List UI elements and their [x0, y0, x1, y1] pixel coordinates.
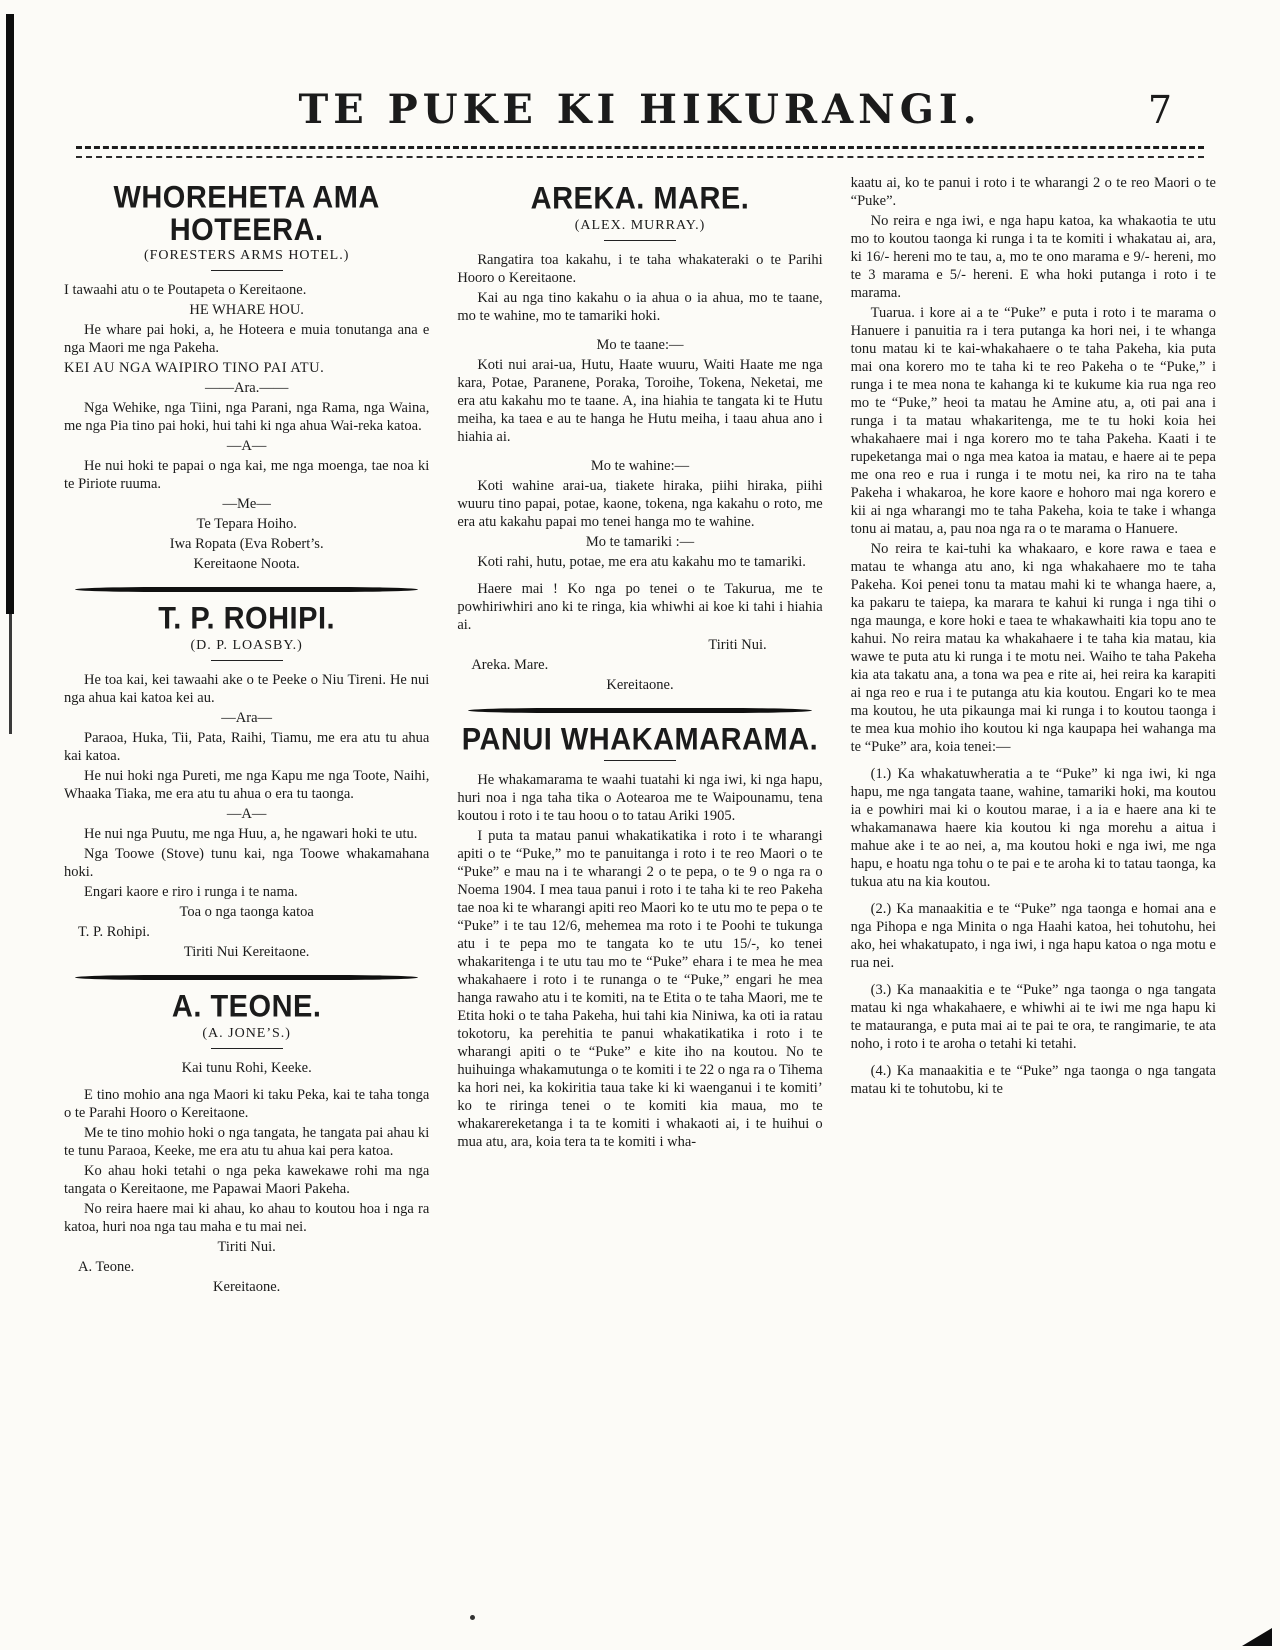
text-block-p: No reira te kai-tuhi ka whakaaro, e kore rawa e taea e matau te whanga atu ano, ki nga whakahaere mo te taha Pakeha. Koi penei tonu ta matau mahi ki te whanga haere, a, ka pakaru te taiepa, ka marara te kahui ki runga i nga tihi o nga maunga, e kore hoki e taea te whakawhaiti kia topu ano te kahui. No reira matau ka whakahaere i te taha kia matau, kia wawe te puta atu ki runga i te motu nei. Waiho te taha Pakeha kia ata takatu ana, a tona wa pea e rite ai, hei reira ka karapiti ai nga reo e rua i te putanga atu kia koutou. Engari ko te mea ma koutou, he uta pikaunga mai ki runga i to koutou taonga i te mea kua mohio iho koutou ki nga kaupapa hei wahanga ma te “Puke” ara, koia tenei:— — [850, 541, 1216, 755]
text-block-pnoindent: I tawaahi atu o te Poutapeta o Kereitaone. — [64, 282, 307, 298]
text-block-center: Mo te taane:— — [596, 337, 684, 353]
text-block-center: Tiriti Nui Kereitaone. — [183, 944, 310, 960]
text-block-gap — [64, 1079, 429, 1086]
text-block-p: He whakamarama te waahi tuatahi ki nga iwi, ki nga hapu, huri noa i nga taha tika o Aotearoa me te Waipounamu, tena koutou i roto i te tau hoou o to tatau Ariki 1905. — [457, 772, 823, 824]
title-rule — [604, 760, 676, 761]
text-block-center: Mo te wahine:— — [590, 458, 690, 474]
article-columns — [0, 174, 1280, 1298]
text-block-center: —A— — [226, 806, 267, 822]
text-block-p: He nui nga Puutu, me nga Huu, a, he ngawari hoki te utu. — [84, 826, 418, 842]
text-block-left: A. Teone. — [78, 1259, 135, 1275]
text-block-center: —A— — [226, 438, 267, 454]
text-block-p: He nui hoki te papai o nga kai, me nga moenga, tae noa ki te Piriote ruuma. — [64, 458, 430, 492]
article-subtitle-foresters: (FORESTERS ARMS HOTEL.) — [143, 248, 350, 263]
text-block-p: Kai au nga tino kakahu o ia ahua o ia ahua, mo te taane, mo te wahine, mo te tamariki hoki. — [457, 290, 823, 324]
text-block-center: Kai tunu Rohi, Keeke. — [181, 1060, 312, 1076]
title-rule — [211, 660, 283, 661]
text-block-left: Areka. Mare. — [471, 657, 549, 673]
masthead — [78, 86, 1202, 140]
text-block-gap — [457, 448, 822, 455]
column-middle — [457, 174, 822, 1298]
column-right — [851, 174, 1216, 1298]
text-block-p: Paraoa, Huka, Tii, Pata, Raihi, Tiamu, me era atu tu ahua kai katoa. — [64, 730, 430, 764]
text-block-p: No reira e nga iwi, e nga hapu katoa, ka whakaotia te utu mo to koutou taonga ki runga i ta te komiti i whakatau ai, ara, ki 16/- hereni mo te tau, a, mo te ono marama e 9/- hereni, mo te 3 marama e 5/- hereni. E wha hoki putanga i roto i te marama. — [850, 213, 1216, 301]
text-block-center: —Ara— — [221, 710, 273, 726]
scan-artifact-dot — [470, 1615, 475, 1620]
text-block-p: (2.) Ka manaakitia e te “Puke” nga taonga e homai ana e nga Pihopa e nga Minita o nga Haahi katoa, hei tohutohu, hei ako, hei whakatupato, i nga iwi, i nga hapu katoa o nga motu e rua nei. — [850, 901, 1216, 971]
masthead-rule — [76, 146, 1204, 158]
text-block-center: Te Tepara Hoiho. — [196, 516, 297, 532]
text-block-center: Kereitaone. — [606, 677, 674, 693]
text-block-p: (1.) Ka whakatuwheratia a te “Puke” ki nga iwi, ki nga hapu, me nga tangata taane, wahine, tamariki hoki, ma koutou ia e powhiri mai ki o koutou marae, i a ia e haere ana ki te whakamanawa haere kia koutou ki nga morehu a aitua i mahue ake i te ao nei, a, ma koutou hoki e nga iwi, me nga hapu, e hoatu nga tohu o te pai e te aroha ki to tatau taonga, ka tukua atu na kia koutou. — [850, 766, 1216, 890]
section-divider — [75, 975, 418, 980]
text-block-caps: KEI AU NGA WAIPIRO TINO PAI ATU. — [64, 360, 325, 376]
text-block-p: E tino mohio ana nga Maori ki taku Peka, kai te taha tonga o te Parahi Hooro o Kereitaone. — [64, 1087, 430, 1121]
text-block-p: Engari kaore e riro i runga i te nama. — [84, 884, 298, 900]
text-block-gap — [851, 893, 1216, 900]
text-block-p: He whare pai hoki, a, he Hoteera e muia tonutanga ana e nga Maori me nga Pakeha. — [64, 322, 430, 356]
text-block-left: T. P. Rohipi. — [78, 924, 150, 940]
text-block-right: Tiriti Nui. — [708, 637, 767, 653]
text-block-center: Iwa Ropata (Eva Robert’s. — [169, 536, 324, 552]
text-block-center: ——Ara.—— — [204, 380, 289, 396]
text-block-center: Mo te tamariki :— — [585, 534, 695, 550]
text-block-center: Toa o nga taonga katoa — [179, 904, 314, 920]
text-block-p: Nga Toowe (Stove) tunu kai, nga Toowe whakamahana hoki. — [64, 846, 430, 880]
text-block-p: I puta ta matau panui whakatikatika i roto i te wharangi apiti o te “Puke,” mo te panuitanga i roto i te reo Maori o te “Puke” e mau na i te wharangi 2 o te pepa, o te 9 o nga ra o Noema 1904. I mea taua panui i roto i te taha ki te reo Pakeha tae noa ki te wharangi apiti reo Maori ko te utu mo te pepa o te “Puke” i te tau 12/6, mehemea ma roto i te Poohi te tukunga atu i te pepa mo te tangata ko te utu 15/-, ko tenei whakaritenga i te utu tau mo te “Puke” ehara i te mea he mea whakahaere i roto i te runanga o te “Puke,” engari he mea hanga rawaho atu i te komiti, na te Etita o te taha Maori, me te Etita hoki o te taha Pakeha, hui tahi kia Niniwa, ka oti ia ratau tokotoru, ka perehitia te panui whakatikatika i roto i te wharangi apiti o te “Puke” e kite iho na koutou. No te huihuinga whakamutunga o te komiti i te 22 o nga ra o Tihema ka hori nei, ka kokiritia taua take ki ki waenganui i te komiti’ ko te riringa tenei o te komiti kia maua, mo te whakarereketanga i ta te komiti i whakaoti ai, i te huihui o mua atu, ara, koia tera ta te komiti i wha- — [457, 828, 823, 1150]
text-block-pnoindent: kaatu ai, ko te panui i roto i te wharangi 2 o te reo Maori o te “Puke”. — [850, 175, 1216, 209]
text-block-p: Tuarua. i kore ai a te “Puke” e puta i roto i te marama o Hanuere i panuitia ra i tera putanga ka hori nei, i te whanga tonu matau ki te kai-whakahaere o te taha Pakeha, kia puta mai ona korero mo te taha ki te reo Pakeha o te “Puke,” i runga i te mea nona te kahanga ki te kukume kia rua nga reo mo te “Puke,” heoi ta matau he Amine atu, a, oti pai ana i runga i ta matau whakaritenga, me te tu hoki koia hei whakahaere mai i nga korero mo te taha Pakeha. Kaati i te rupeketanga mai o nga mea katoa ia matau, e haere ai te pepa me ona reo e rua i runga i te motu nei, ka riro na te taha Pakeha i whakaroa, he kore kaore e hohoro mai nga korero e kii ai nga wharangi mo te taha Pakeha, koia te take i whanga tonu ai matau, a, pau noa nga ra o te marama o Hanuere. — [850, 305, 1216, 537]
column-left — [64, 174, 429, 1298]
text-block-p: Rangatira toa kakahu, i te taha whakateraki o te Parihi Hooro o Kereitaone. — [457, 252, 823, 286]
text-block-center: Kereitaone. — [213, 1279, 281, 1295]
article-title-teone: A. TEONE. — [171, 989, 322, 1025]
text-block-p: He nui hoki nga Pureti, me nga Kapu me nga Toote, Naihi, Whaaka Tiaka, me era atu tu ahua o era tu taonga. — [64, 768, 430, 802]
text-block-center: HE WHARE HOU. — [189, 302, 304, 318]
text-block-gap — [457, 327, 822, 334]
text-block-gap — [851, 974, 1216, 981]
article-subtitle-loasby: (D. P. LOASBY.) — [190, 638, 303, 653]
text-block-gap — [851, 758, 1216, 765]
scan-artifact-left-edge-lower — [9, 614, 12, 734]
page-number: 7 — [1147, 88, 1172, 132]
text-block-p: No reira haere mai ki ahau, ko ahau to koutou hoa i nga ra katoa, huri noa nga tau maha e tu mai nei. — [64, 1201, 430, 1235]
text-block-gap — [851, 1055, 1216, 1062]
text-block-center: Kereitaone Noota. — [193, 556, 300, 572]
article-subtitle-alex-murray: (ALEX. MURRAY.) — [574, 218, 706, 233]
text-block-p: Ko ahau hoki tetahi o nga peka kawekawe rohi ma nga tangata o Kereitaone, me Papawai Maori Pakeha. — [64, 1163, 430, 1197]
text-block-p: He toa kai, kei tawaahi ake o te Peeke o Niu Tireni. He nui nga ahua kai katoa kei au. — [64, 672, 430, 706]
text-block-p: (3.) Ka manaakitia e te “Puke” nga taonga o nga tangata matau ki nga whakahaere, e whiwhi ai te iwi me nga hapu ki te matauranga, e puta mai ai te pai te ora, te rangimarie, te ata noho, i roto i te aroha o tetahi ki tetahi. — [850, 982, 1216, 1052]
text-block-p: Haere mai ! Ko nga po tenei o te Takurua, me te powhiriwhiri ano ki te ringa, kia whiwhi ai koe ki tahi i hiahia ai. — [457, 581, 823, 633]
scan-artifact-corner — [1242, 1628, 1272, 1646]
title-rule — [211, 1048, 283, 1049]
section-divider — [75, 587, 418, 592]
scan-artifact-left-edge — [6, 14, 14, 614]
article-subtitle-jones: (A. JONE’S.) — [202, 1026, 291, 1041]
text-block-p: Koti wahine arai-ua, tiakete hiraka, piihi hiraka, piihi wuuru tino papai, potae, kaone, tokena, nga kakahu o roto, me era atu kakahu papai mo tenei hanga mo te wahine. — [457, 478, 823, 530]
text-block-p: (4.) Ka manaakitia e te “Puke” nga taonga o nga tangata matau ki te tohutobu, ki te — [850, 1063, 1216, 1097]
text-block-p: Nga Wehike, nga Tiini, nga Parani, nga Rama, nga Waina, me nga Pia tino pai hoki, hui tahi ki nga ahua Wai-reka katoa. — [64, 400, 430, 434]
text-block-center: —Me— — [222, 496, 271, 512]
text-block-center: Tiriti Nui. — [217, 1239, 276, 1255]
article-title-areka-mare: AREKA. MARE. — [530, 181, 750, 217]
title-rule — [604, 240, 676, 241]
article-title-whoreheta: WHOREHETA AMA HOTEERA. — [113, 180, 380, 248]
newspaper-title: TE PUKE KI HIKURANGI. — [298, 86, 982, 133]
text-block-p: Koti nui arai-ua, Hutu, Haate wuuru, Waiti Haate me nga kara, Potae, Paranene, Poraka, Toroihe, Tokena, Neketai, me era atu kakahu mo te taane. A, ina hiahia te tangata ki te Hutu meiha, ka taea e au te hanga he Hutu meiha, i taau ahua ano i hiahia ai. — [457, 357, 823, 445]
text-block-p: Koti rahi, hutu, potae, me era atu kakahu mo te tamariki. — [477, 554, 806, 570]
text-block-p: Me te tino mohio hoki o nga tangata, he tangata pai ahau ki te tunu Paraoa, Keeke, me era atu tu ahua kai pera katoa. — [64, 1125, 430, 1159]
text-block-gap — [457, 573, 822, 580]
title-rule — [211, 270, 283, 271]
article-title-panui-whakamarama: PANUI WHAKAMARAMA. — [461, 722, 819, 758]
section-divider — [468, 708, 811, 713]
article-title-rohipi: T. P. ROHIPI. — [158, 601, 336, 637]
